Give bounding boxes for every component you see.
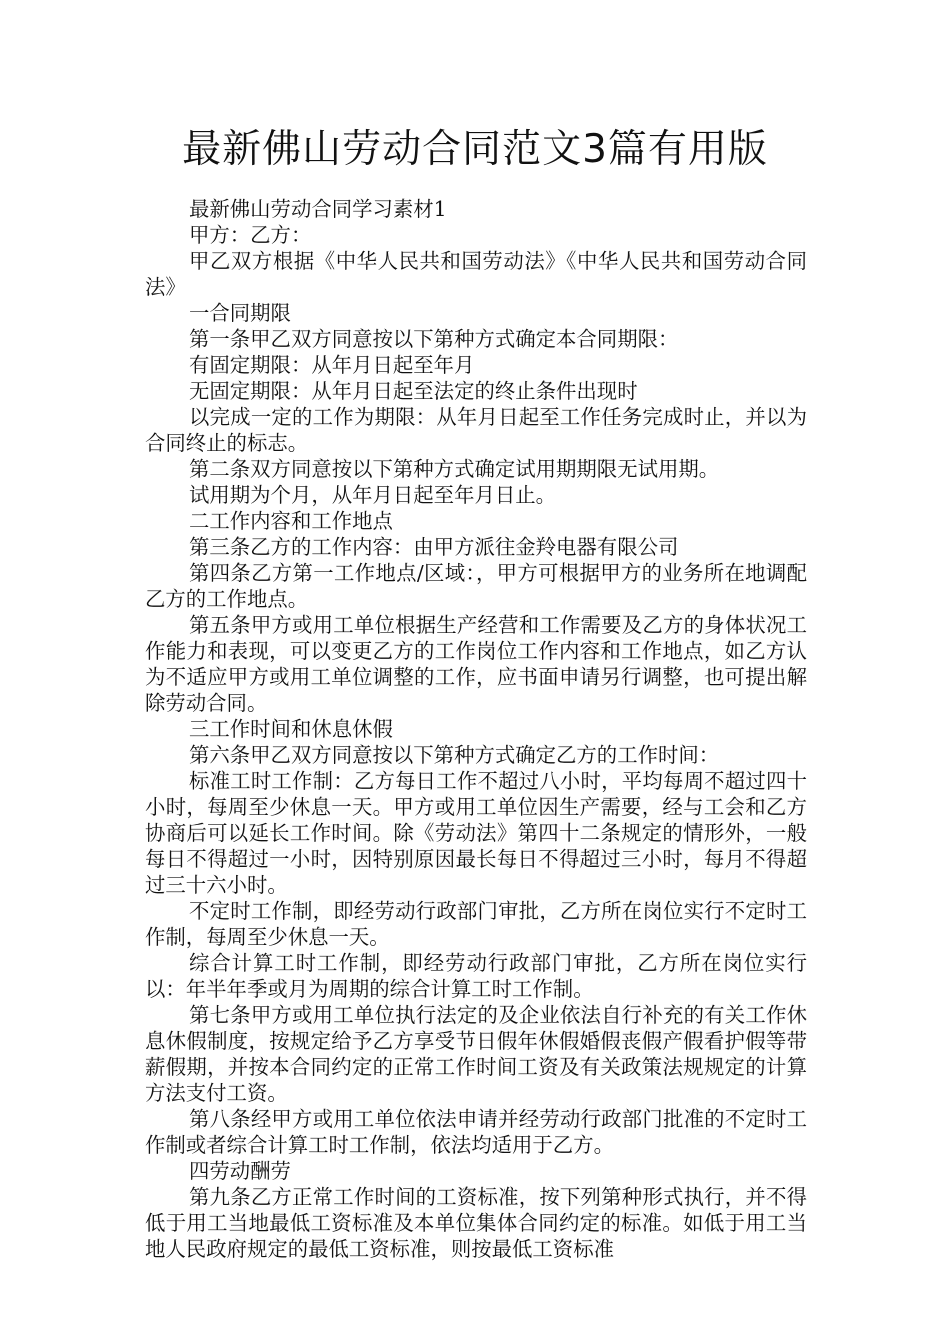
paragraph-legal-basis: 甲乙双方根据《中华人民共和国劳动法》《中华人民共和国劳动合同法》 bbox=[145, 249, 807, 299]
paragraph-article-7: 第七条甲方或用工单位执行法定的及企业依法自行补充的有关工作休息休假制度，按规定给予乙方享受节日假年休假婚假丧假产假看护假等带薪假期，并按本合同约定的正常工作时间工资及有关政策法规规定的计算方法支付工资。 bbox=[145, 1003, 807, 1105]
paragraph-article-2: 第二条双方同意按以下第种方式确定试用期期限无试用期。 bbox=[189, 457, 720, 481]
paragraph-open-term: 无固定期限：从年月日起至法定的终止条件出现时 bbox=[189, 379, 638, 403]
paragraph-comprehensive-hours: 综合计算工时工作制，即经劳动行政部门审批，乙方所在岗位实行以：年半年季或月为周期的综合计算工时工作制。 bbox=[145, 951, 807, 1001]
paragraph-article-6: 第六条甲乙双方同意按以下第种方式确定乙方的工作时间： bbox=[189, 743, 720, 767]
section-heading-work-content: 二工作内容和工作地点 bbox=[189, 509, 393, 533]
document-title: 最新佛山劳动合同范文3篇有用版 bbox=[182, 127, 768, 172]
paragraph-heading-material: 最新佛山劳动合同学习素材1 bbox=[189, 197, 447, 221]
paragraph-task-term: 以完成一定的工作为期限：从年月日起至工作任务完成时止，并以为合同终止的标志。 bbox=[145, 405, 807, 455]
paragraph-standard-hours: 标准工时工作制：乙方每日工作不超过八小时，平均每周不超过四十小时，每周至少休息一天。甲方或用工单位因生产需要，经与工会和乙方协商后可以延长工作时间。除《劳动法》第四十二条规定的情形外，一般每日不得超过一小时，因特别原因最长每日不得超过三小时，每月不得超过三十六小时。 bbox=[145, 769, 807, 897]
paragraph-article-8: 第八条经甲方或用工单位依法申请并经劳动行政部门批准的不定时工作制或者综合计算工时工作制，依法均适用于乙方。 bbox=[145, 1107, 807, 1157]
paragraph-flexible-hours: 不定时工作制，即经劳动行政部门审批，乙方所在岗位实行不定时工作制，每周至少休息一天。 bbox=[145, 899, 807, 949]
paragraph-parties: 甲方：乙方： bbox=[189, 223, 312, 247]
paragraph-article-1: 第一条甲乙双方同意按以下第种方式确定本合同期限： bbox=[189, 327, 679, 351]
paragraph-fixed-term: 有固定期限：从年月日起至年月 bbox=[189, 353, 475, 377]
paragraph-probation: 试用期为个月，从年月日起至年月日止。 bbox=[189, 483, 557, 507]
section-heading-work-hours: 三工作时间和休息休假 bbox=[189, 717, 393, 741]
paragraph-article-3: 第三条乙方的工作内容：由甲方派往金羚电器有限公司 bbox=[189, 535, 679, 559]
section-heading-remuneration: 四劳动酬劳 bbox=[189, 1159, 291, 1183]
paragraph-article-5: 第五条甲方或用工单位根据生产经营和工作需要及乙方的身体状况工作能力和表现，可以变更乙方的工作岗位工作内容和工作地点，如乙方认为不适应甲方或用工单位调整的工作，应书面申请另行调整，也可提出解除劳动合同。 bbox=[145, 613, 807, 715]
document-body bbox=[145, 196, 807, 1262]
paragraph-article-4: 第四条乙方第一工作地点/区域：，甲方可根据甲方的业务所在地调配乙方的工作地点。 bbox=[145, 561, 807, 611]
section-heading-contract-term: 一合同期限 bbox=[189, 301, 291, 325]
paragraph-article-9: 第九条乙方正常工作时间的工资标准，按下列第种形式执行，并不得低于用工当地最低工资标准及本单位集体合同约定的标准。如低于用工当地人民政府规定的最低工资标准，则按最低工资标准 bbox=[145, 1185, 807, 1261]
